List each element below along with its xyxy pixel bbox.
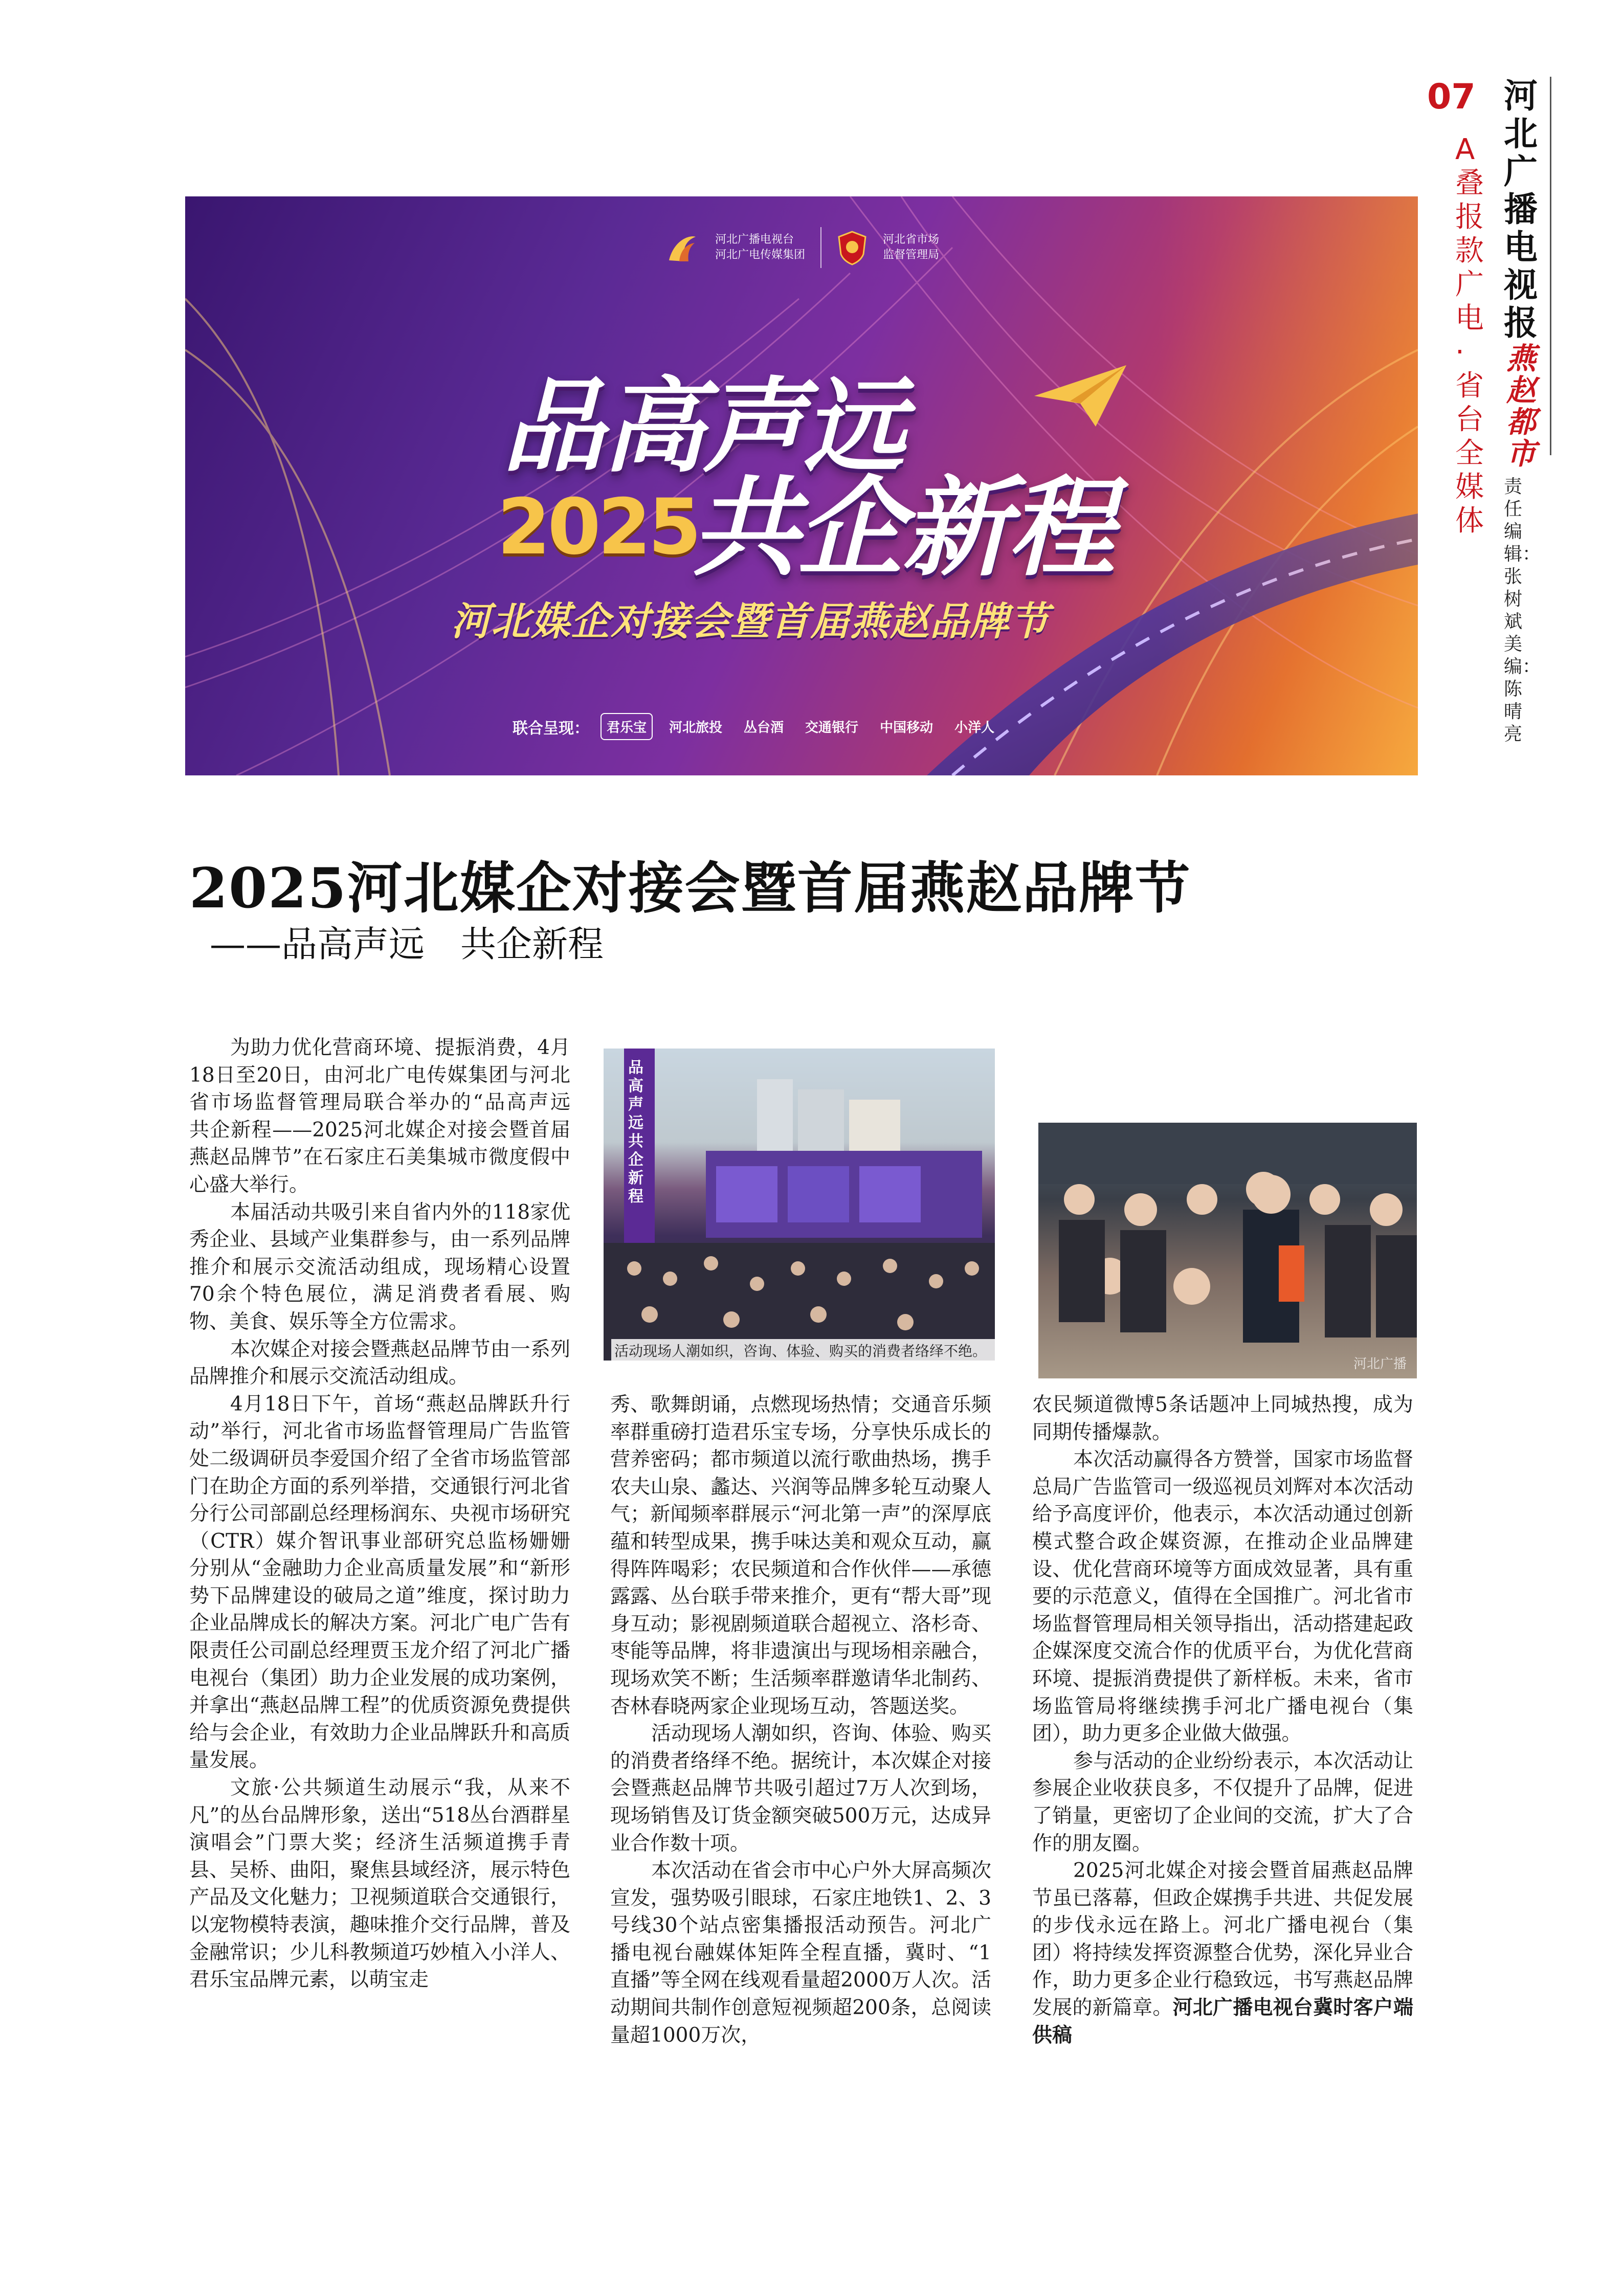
- partner-logo: 中国移动: [880, 720, 933, 735]
- organizer-separator: [820, 227, 821, 268]
- paragraph: 本届活动共吸引来自省内外的118家优秀企业、县域产业集群参与，由一系列品牌推介和展示交流活动组成，现场精心设置70余个特色展位，满足消费者看展、购物、美食、娱乐等全方位需求。: [189, 1200, 570, 1333]
- paragraph: 农民频道微博5条话题冲上同城热搜，成为同期传播爆款。: [1032, 1393, 1413, 1444]
- source-credit: 河北广播电视台冀时客户端供稿: [1032, 1996, 1413, 2047]
- paragraph: [1032, 1857, 1413, 2049]
- event-photo-crowd: [604, 1049, 995, 1361]
- photo-illustration: [1038, 1123, 1417, 1378]
- event-banner: [185, 196, 1418, 775]
- photo-sign-text: 品高声远 共企新程: [628, 1059, 643, 1206]
- partner-logo: 小洋人: [954, 720, 995, 735]
- section-label: A叠报款广电·省台全媒体: [1455, 133, 1484, 538]
- banner-subtitle: 河北媒企对接会暨首届燕赵品牌节: [451, 598, 1050, 644]
- partner-logo: 丛台酒: [744, 720, 784, 735]
- paragraph-text: 2025河北媒企对接会暨首届燕赵品牌节虽已落幕，但政企媒携手共进、共促发展的步伐永远在路上。河北广播电视台（集团）将持续发挥资源整合优势，深化异业合作，助力更多企业行稳致远，书写燕赵品牌发展的新篇章。: [1032, 1859, 1413, 2020]
- banner-slogan-line1: 品高声远: [502, 367, 904, 486]
- article-column-1: [189, 1034, 591, 1994]
- photo-caption: 活动现场人潮如织，咨询、体验、购买的消费者络绎不绝。: [611, 1339, 1001, 1362]
- partner-logo: 交通银行: [805, 720, 859, 735]
- article-subheadline: ——品高声远 共企新程: [210, 923, 604, 965]
- paragraph: 参与活动的企业纷纷表示，本次活动让参展企业收获良多，不仅提升了品牌，促进了销量，更密切了企业间的交流，扩大了合作的朋友圈。: [1032, 1749, 1413, 1855]
- market-regulation-emblem-icon: [837, 230, 868, 265]
- paragraph: 秀、歌舞朗诵，点燃现场热情；交通音乐频率群重磅打造君乐宝专场，分享快乐成长的营养密码；都市频道以流行歌曲热场，携手农夫山泉、蠡达、兴润等品牌多轮互动聚人气；新闻频率群展示“河北第一声”的深厚底蕴和转型成果，携手味达美和观众互动，赢得阵阵喝彩；农民频道和合作伙伴——承德露露、丛台联手带来推介，更有“帮大哥”现身互动；影视剧频道联合超视立、洛杉奇、枣能等品牌，将非遗演出与现场相亲融合，现场欢笑不断；生活频率群邀请华北制药、杏林春晓两家企业现场互动，答题送奖。: [610, 1393, 991, 1718]
- partner-logos: [513, 713, 999, 740]
- hebtv-logo-icon: [664, 230, 700, 265]
- paragraph: 本次媒企对接会暨燕赵品牌节由一系列品牌推介和展示交流活动组成。: [189, 1338, 570, 1389]
- banner-year: 2025: [497, 483, 699, 572]
- paragraph: 活动现场人潮如织，咨询、体验、购买的消费者络绎不绝。据统计，本次媒企对接会暨燕赵品牌节共吸引超过7万人次到场，现场销售及订货金额突破500万元，达成异业合作数十项。: [610, 1722, 991, 1855]
- paragraph: 本次活动在省会市中心户外大屏高频次宣发，强势吸引眼球，石家庄地铁1、2、3号线30个站点密集播报活动预告。河北广播电视台融媒体矩阵全程直播，冀时、“1直播”等全网在线观看量超2000万人次。活动期间共制作创意短视频超200条，总阅读量超1000万次，: [610, 1859, 991, 2047]
- article-headline: 2025河北媒企对接会暨首届燕赵品牌节: [189, 856, 1191, 921]
- paragraph: 4月18日下午，首场“燕赵品牌跃升行动”举行，河北省市场监督管理局广告监管处二级调研员李爱国介绍了全省市场监管部门在助企方面的系列举措，交通银行河北省分行公司部副总经理杨润东、央视市场研究（CTR）媒介智讯事业部研究总监杨姗姗分别从“金融助力企业高质量发展”和“新形势下品牌建设的破局之道”维度，探讨助力企业品牌成长的解决方案。河北广电广告有限责任公司副总经理贾玉龙介绍了河北广播电视台（集团）助力企业发展的成功案例，并拿出“燕赵品牌工程”的优质资源免费提供给与会企业，有效助力企业品牌跃升和高质量发展。: [189, 1392, 570, 1772]
- partners-label: 联合呈现：: [513, 719, 589, 738]
- partner-logo: 君乐宝: [601, 713, 653, 740]
- paragraph: 为助力优化营商环境、提振消费，4月18日至20日，由河北广电传媒集团与河北省市场监督管理局联合举办的“品高声远 共企新程——2025河北媒企对接会暨首届燕赵品牌节”在石家庄石美集城市微度假中心盛大举行。: [189, 1036, 591, 1196]
- organizer-logos: [664, 227, 939, 268]
- paragraph: 文旅·公共频道生动展示“我，从来不凡”的丛台品牌形象，送出“518丛台酒群星演唱会”门票大奖；经济生活频道携手青县、吴桥、曲阳，聚焦县域经济，展示特色产品及文化魅力；卫视频道联合交通银行，以宠物模特表演，趣味推介交行品牌，普及金融常识；少儿科教频道巧妙植入小洋人、君乐宝品牌元素，以萌宝走: [189, 1776, 570, 1992]
- organizer-market-regulation: 河北省市场 监督管理局: [883, 233, 940, 261]
- masthead-divider: [1550, 77, 1551, 455]
- editor-credits: 责任编辑：张树斌 美编：陈晴亮: [1504, 476, 1541, 745]
- paragraph: 本次活动赢得各方赞誉，国家市场监督总局广告监管司一级巡视员刘辉对本次活动给予高度评价，他表示，本次活动通过创新模式整合政企媒资源，在推动企业品牌建设、优化营商环境等方面成效显著，具有重要的示范意义，值得在全国推广。河北省市场监督管理局相关领导指出，活动搭建起政企媒深度交流合作的优质平台，为优化营商环境、提振消费提供了新样板。未来，省市场监管局将继续携手河北广播电视台（集团），助力更多企业做大做强。: [1032, 1448, 1413, 1746]
- article-column-2: [610, 1391, 991, 2049]
- paper-plane-icon: [1034, 365, 1126, 427]
- partner-logo: 河北旅投: [669, 720, 723, 735]
- paper-name: 河北广播电视报: [1504, 76, 1538, 343]
- photo-illustration: [604, 1049, 995, 1361]
- page-number: 07: [1427, 77, 1476, 117]
- photo-watermark: 河北广播: [1353, 1356, 1407, 1372]
- organizer-hebtv: 河北广播电视台 河北广电传媒集团: [715, 233, 805, 261]
- banner-slogan-line2: 共企新程: [692, 465, 1114, 591]
- article-column-3: [1032, 1391, 1413, 2049]
- event-photo-host: [1038, 1123, 1417, 1378]
- paper-logo: 燕赵都市: [1506, 341, 1537, 471]
